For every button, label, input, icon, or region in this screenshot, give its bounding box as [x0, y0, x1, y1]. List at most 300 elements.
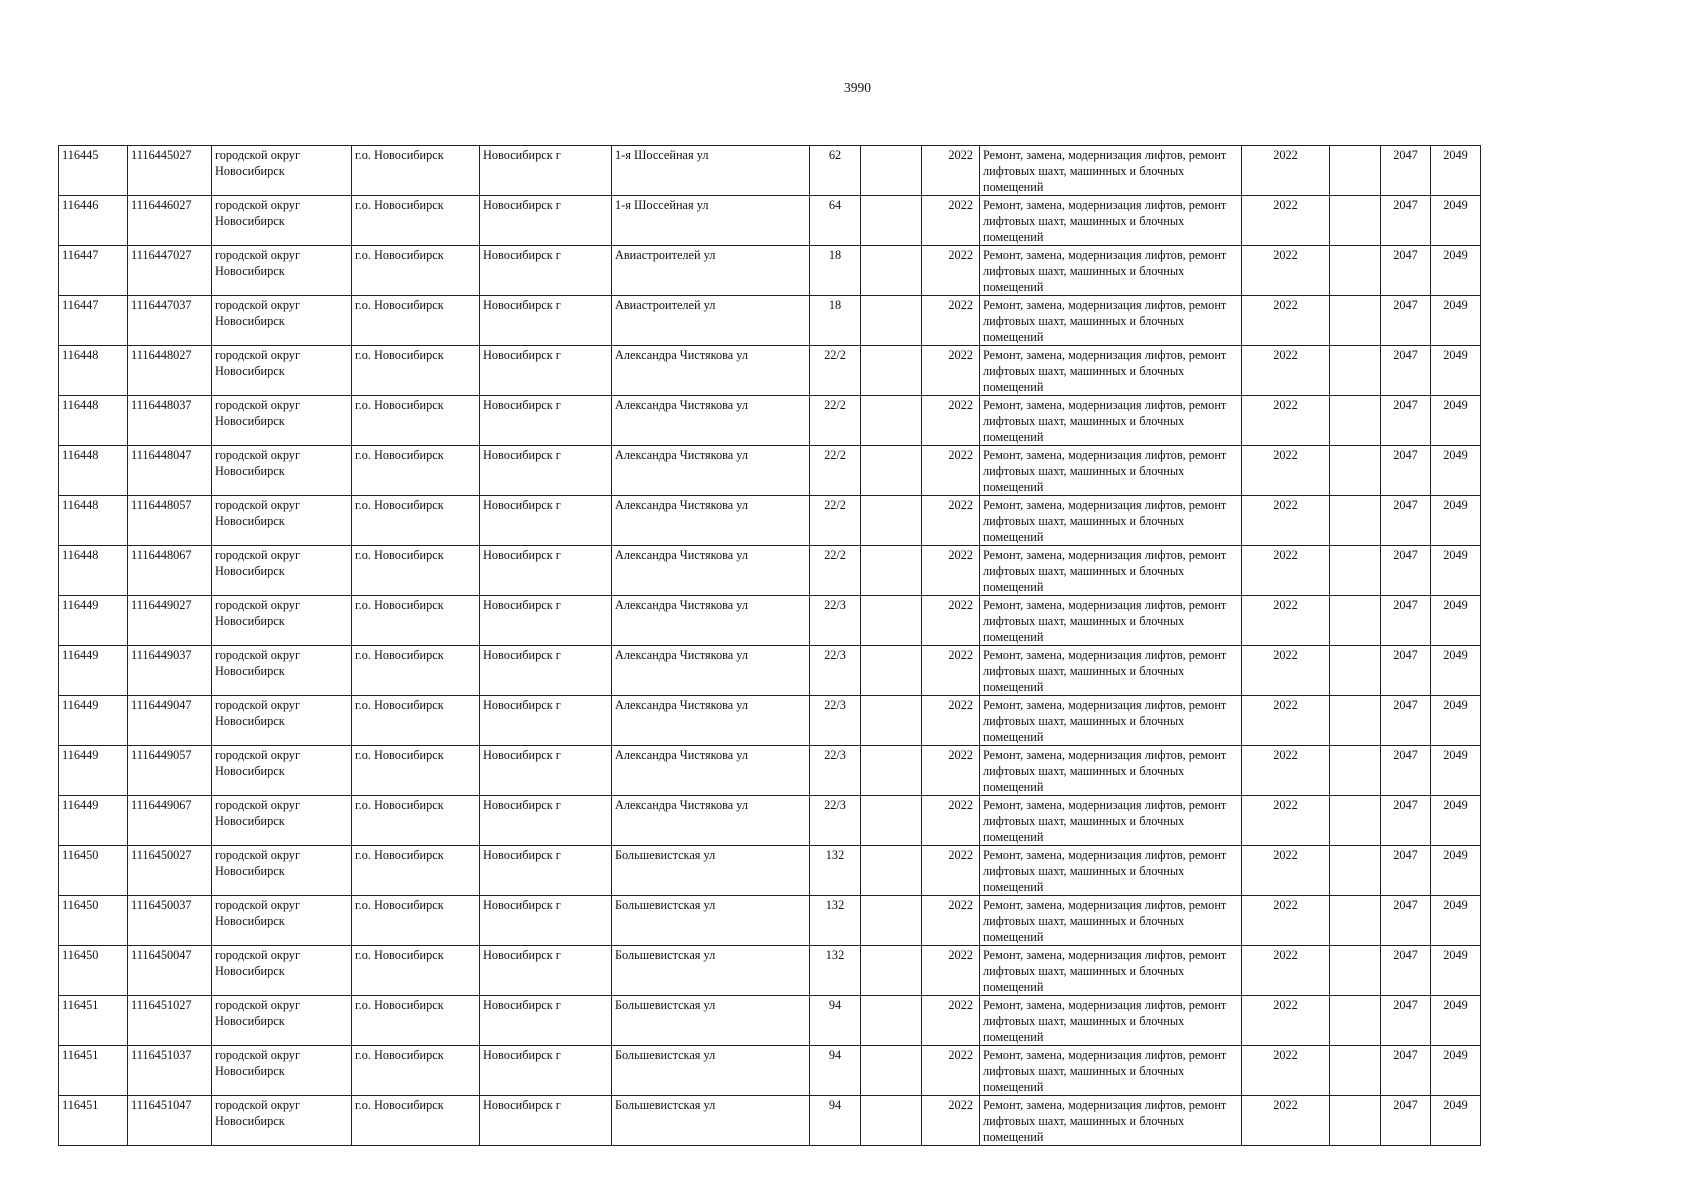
cell-year: 2022: [922, 1046, 980, 1096]
cell-work-type: Ремонт, замена, модернизация лифтов, ремонт лифтовых шахт, машинных и блочных помещений: [980, 1046, 1242, 1096]
cell-house-number: 22/3: [810, 696, 861, 746]
cell-year-to: 2049: [1431, 846, 1481, 896]
cell-locality: Новосибирск г: [480, 846, 612, 896]
repair-register-table: [58, 145, 1481, 1146]
cell-house-id: 116448: [59, 546, 128, 596]
cell-work-type: Ремонт, замена, модернизация лифтов, ремонт лифтовых шахт, машинных и блочных помещений: [980, 196, 1242, 246]
cell-year: 2022: [922, 496, 980, 546]
cell-year-from: 2047: [1381, 696, 1431, 746]
cell-locality: Новосибирск г: [480, 146, 612, 196]
cell-house-number: 22/3: [810, 646, 861, 696]
cell-house-number: 22/2: [810, 496, 861, 546]
cell-street: Александра Чистякова ул: [612, 746, 810, 796]
cell-municipality: городской округ Новосибирск: [212, 196, 352, 246]
cell-street: Большевистская ул: [612, 946, 810, 996]
cell-building: [861, 296, 922, 346]
cell-house-number: 22/3: [810, 796, 861, 846]
cell-locality: Новосибирск г: [480, 546, 612, 596]
cell-building: [861, 546, 922, 596]
cell-municipality-short: г.о. Новосибирск: [352, 896, 480, 946]
cell-work-type: Ремонт, замена, модернизация лифтов, ремонт лифтовых шахт, машинных и блочных помещений: [980, 296, 1242, 346]
cell-empty: [1330, 696, 1381, 746]
cell-municipality: городской округ Новосибирск: [212, 1046, 352, 1096]
cell-plan-year: 2022: [1242, 846, 1330, 896]
cell-locality: Новосибирск г: [480, 646, 612, 696]
cell-municipality-short: г.о. Новосибирск: [352, 346, 480, 396]
cell-plan-year: 2022: [1242, 496, 1330, 546]
cell-municipality: городской округ Новосибирск: [212, 346, 352, 396]
cell-plan-year: 2022: [1242, 946, 1330, 996]
cell-empty: [1330, 646, 1381, 696]
cell-empty: [1330, 196, 1381, 246]
cell-year-to: 2049: [1431, 1046, 1481, 1096]
cell-plan-year: 2022: [1242, 596, 1330, 646]
cell-empty: [1330, 1046, 1381, 1096]
cell-house-number: 18: [810, 246, 861, 296]
page-number: 3990: [844, 80, 871, 95]
cell-municipality-short: г.о. Новосибирск: [352, 946, 480, 996]
cell-municipality-short: г.о. Новосибирск: [352, 246, 480, 296]
cell-plan-year: 2022: [1242, 746, 1330, 796]
cell-locality: Новосибирск г: [480, 596, 612, 646]
cell-record-id: 1116447037: [128, 296, 212, 346]
cell-year-to: 2049: [1431, 546, 1481, 596]
cell-building: [861, 896, 922, 946]
cell-work-type: Ремонт, замена, модернизация лифтов, ремонт лифтовых шахт, машинных и блочных помещений: [980, 896, 1242, 946]
cell-empty: [1330, 746, 1381, 796]
cell-house-number: 22/2: [810, 546, 861, 596]
cell-locality: Новосибирск г: [480, 246, 612, 296]
cell-year-from: 2047: [1381, 896, 1431, 946]
cell-locality: Новосибирск г: [480, 996, 612, 1046]
cell-year: 2022: [922, 196, 980, 246]
table-row: [59, 196, 1481, 246]
cell-street: Большевистская ул: [612, 1096, 810, 1146]
table-row: [59, 896, 1481, 946]
cell-municipality: городской округ Новосибирск: [212, 396, 352, 446]
cell-year-to: 2049: [1431, 146, 1481, 196]
cell-year-from: 2047: [1381, 446, 1431, 496]
cell-house-id: 116451: [59, 1096, 128, 1146]
cell-house-id: 116447: [59, 296, 128, 346]
cell-year-from: 2047: [1381, 746, 1431, 796]
cell-house-id: 116450: [59, 946, 128, 996]
cell-year-to: 2049: [1431, 996, 1481, 1046]
cell-street: Авиастроителей ул: [612, 246, 810, 296]
cell-record-id: 1116447027: [128, 246, 212, 296]
cell-empty: [1330, 296, 1381, 346]
cell-house-number: 22/3: [810, 746, 861, 796]
cell-year-from: 2047: [1381, 596, 1431, 646]
cell-plan-year: 2022: [1242, 996, 1330, 1046]
cell-house-number: 22/2: [810, 346, 861, 396]
cell-street: Александра Чистякова ул: [612, 546, 810, 596]
cell-year: 2022: [922, 596, 980, 646]
cell-building: [861, 646, 922, 696]
cell-record-id: 1116451027: [128, 996, 212, 1046]
cell-house-id: 116448: [59, 446, 128, 496]
cell-work-type: Ремонт, замена, модернизация лифтов, ремонт лифтовых шахт, машинных и блочных помещений: [980, 546, 1242, 596]
cell-municipality-short: г.о. Новосибирск: [352, 546, 480, 596]
cell-year: 2022: [922, 946, 980, 996]
table-row: [59, 646, 1481, 696]
cell-record-id: 1116449027: [128, 596, 212, 646]
cell-municipality: городской округ Новосибирск: [212, 696, 352, 746]
cell-building: [861, 346, 922, 396]
cell-municipality-short: г.о. Новосибирск: [352, 696, 480, 746]
cell-house-id: 116451: [59, 996, 128, 1046]
cell-year: 2022: [922, 396, 980, 446]
cell-building: [861, 246, 922, 296]
cell-record-id: 1116448057: [128, 496, 212, 546]
cell-municipality-short: г.о. Новосибирск: [352, 596, 480, 646]
cell-plan-year: 2022: [1242, 446, 1330, 496]
cell-year-from: 2047: [1381, 546, 1431, 596]
cell-house-number: 22/2: [810, 396, 861, 446]
cell-year-to: 2049: [1431, 296, 1481, 346]
cell-municipality: городской округ Новосибирск: [212, 1096, 352, 1146]
cell-building: [861, 496, 922, 546]
cell-municipality: городской округ Новосибирск: [212, 446, 352, 496]
table-row: [59, 346, 1481, 396]
table-body: [59, 146, 1481, 1146]
cell-municipality-short: г.о. Новосибирск: [352, 646, 480, 696]
cell-house-id: 116447: [59, 246, 128, 296]
cell-street: Александра Чистякова ул: [612, 346, 810, 396]
cell-plan-year: 2022: [1242, 1096, 1330, 1146]
cell-locality: Новосибирск г: [480, 346, 612, 396]
cell-municipality: городской округ Новосибирск: [212, 746, 352, 796]
cell-locality: Новосибирск г: [480, 296, 612, 346]
cell-municipality-short: г.о. Новосибирск: [352, 496, 480, 546]
cell-record-id: 1116446027: [128, 196, 212, 246]
cell-empty: [1330, 946, 1381, 996]
cell-record-id: 1116451037: [128, 1046, 212, 1096]
cell-municipality-short: г.о. Новосибирск: [352, 746, 480, 796]
cell-empty: [1330, 546, 1381, 596]
cell-year-to: 2049: [1431, 196, 1481, 246]
cell-house-id: 116450: [59, 846, 128, 896]
cell-municipality-short: г.о. Новосибирск: [352, 1046, 480, 1096]
cell-work-type: Ремонт, замена, модернизация лифтов, ремонт лифтовых шахт, машинных и блочных помещений: [980, 396, 1242, 446]
cell-year-to: 2049: [1431, 696, 1481, 746]
cell-year-to: 2049: [1431, 396, 1481, 446]
cell-year-from: 2047: [1381, 496, 1431, 546]
cell-municipality-short: г.о. Новосибирск: [352, 146, 480, 196]
cell-year: 2022: [922, 996, 980, 1046]
cell-year-to: 2049: [1431, 746, 1481, 796]
cell-record-id: 1116450047: [128, 946, 212, 996]
cell-plan-year: 2022: [1242, 346, 1330, 396]
cell-empty: [1330, 996, 1381, 1046]
cell-year-to: 2049: [1431, 796, 1481, 846]
cell-record-id: 1116449047: [128, 696, 212, 746]
cell-year-to: 2049: [1431, 946, 1481, 996]
cell-plan-year: 2022: [1242, 246, 1330, 296]
cell-work-type: Ремонт, замена, модернизация лифтов, ремонт лифтовых шахт, машинных и блочных помещений: [980, 746, 1242, 796]
cell-year-from: 2047: [1381, 396, 1431, 446]
cell-record-id: 1116445027: [128, 146, 212, 196]
cell-year-to: 2049: [1431, 896, 1481, 946]
cell-locality: Новосибирск г: [480, 896, 612, 946]
cell-year-from: 2047: [1381, 246, 1431, 296]
cell-work-type: Ремонт, замена, модернизация лифтов, ремонт лифтовых шахт, машинных и блочных помещений: [980, 846, 1242, 896]
cell-building: [861, 846, 922, 896]
cell-year: 2022: [922, 1096, 980, 1146]
cell-house-id: 116449: [59, 696, 128, 746]
cell-street: Александра Чистякова ул: [612, 596, 810, 646]
cell-locality: Новосибирск г: [480, 946, 612, 996]
cell-municipality-short: г.о. Новосибирск: [352, 996, 480, 1046]
cell-year: 2022: [922, 246, 980, 296]
cell-year: 2022: [922, 846, 980, 896]
cell-municipality: городской округ Новосибирск: [212, 996, 352, 1046]
cell-house-number: 94: [810, 996, 861, 1046]
cell-record-id: 1116448067: [128, 546, 212, 596]
cell-year-from: 2047: [1381, 146, 1431, 196]
cell-house-id: 116446: [59, 196, 128, 246]
cell-year-from: 2047: [1381, 796, 1431, 846]
cell-municipality-short: г.о. Новосибирск: [352, 846, 480, 896]
cell-street: Большевистская ул: [612, 846, 810, 896]
cell-record-id: 1116448027: [128, 346, 212, 396]
cell-year-to: 2049: [1431, 496, 1481, 546]
cell-year-from: 2047: [1381, 1096, 1431, 1146]
table-row: [59, 396, 1481, 446]
cell-municipality: городской округ Новосибирск: [212, 896, 352, 946]
cell-year: 2022: [922, 646, 980, 696]
cell-empty: [1330, 146, 1381, 196]
cell-street: Александра Чистякова ул: [612, 396, 810, 446]
cell-plan-year: 2022: [1242, 646, 1330, 696]
cell-locality: Новосибирск г: [480, 446, 612, 496]
cell-record-id: 1116451047: [128, 1096, 212, 1146]
cell-year: 2022: [922, 896, 980, 946]
table-row: [59, 496, 1481, 546]
cell-municipality-short: г.о. Новосибирск: [352, 1096, 480, 1146]
cell-house-number: 22/2: [810, 446, 861, 496]
cell-house-id: 116449: [59, 596, 128, 646]
table-row: [59, 996, 1481, 1046]
cell-work-type: Ремонт, замена, модернизация лифтов, ремонт лифтовых шахт, машинных и блочных помещений: [980, 646, 1242, 696]
cell-work-type: Ремонт, замена, модернизация лифтов, ремонт лифтовых шахт, машинных и блочных помещений: [980, 1096, 1242, 1146]
cell-municipality-short: г.о. Новосибирск: [352, 396, 480, 446]
cell-municipality: городской округ Новосибирск: [212, 296, 352, 346]
cell-year-to: 2049: [1431, 446, 1481, 496]
cell-building: [861, 946, 922, 996]
cell-work-type: Ремонт, замена, модернизация лифтов, ремонт лифтовых шахт, машинных и блочных помещений: [980, 696, 1242, 746]
cell-empty: [1330, 346, 1381, 396]
cell-municipality: городской округ Новосибирск: [212, 146, 352, 196]
cell-municipality: городской округ Новосибирск: [212, 946, 352, 996]
cell-house-number: 22/3: [810, 596, 861, 646]
cell-locality: Новосибирск г: [480, 1096, 612, 1146]
cell-municipality: городской округ Новосибирск: [212, 246, 352, 296]
cell-house-id: 116449: [59, 796, 128, 846]
cell-year-to: 2049: [1431, 246, 1481, 296]
cell-street: Александра Чистякова ул: [612, 696, 810, 746]
cell-year: 2022: [922, 146, 980, 196]
cell-work-type: Ремонт, замена, модернизация лифтов, ремонт лифтовых шахт, машинных и блочных помещений: [980, 996, 1242, 1046]
cell-building: [861, 1046, 922, 1096]
cell-house-id: 116450: [59, 896, 128, 946]
cell-year-from: 2047: [1381, 996, 1431, 1046]
cell-empty: [1330, 796, 1381, 846]
table-row: [59, 796, 1481, 846]
cell-building: [861, 996, 922, 1046]
cell-house-number: 64: [810, 196, 861, 246]
cell-municipality: городской округ Новосибирск: [212, 796, 352, 846]
cell-street: Большевистская ул: [612, 896, 810, 946]
cell-work-type: Ремонт, замена, модернизация лифтов, ремонт лифтовых шахт, машинных и блочных помещений: [980, 446, 1242, 496]
cell-year-from: 2047: [1381, 346, 1431, 396]
cell-building: [861, 1096, 922, 1146]
cell-house-id: 116448: [59, 396, 128, 446]
cell-plan-year: 2022: [1242, 1046, 1330, 1096]
cell-street: 1-я Шоссейная ул: [612, 146, 810, 196]
cell-year-to: 2049: [1431, 346, 1481, 396]
cell-street: Александра Чистякова ул: [612, 796, 810, 846]
cell-street: Александра Чистякова ул: [612, 446, 810, 496]
cell-year: 2022: [922, 796, 980, 846]
cell-building: [861, 796, 922, 846]
cell-house-id: 116449: [59, 646, 128, 696]
cell-record-id: 1116450027: [128, 846, 212, 896]
cell-municipality-short: г.о. Новосибирск: [352, 446, 480, 496]
cell-record-id: 1116449037: [128, 646, 212, 696]
cell-locality: Новосибирск г: [480, 1046, 612, 1096]
cell-municipality: городской округ Новосибирск: [212, 846, 352, 896]
cell-plan-year: 2022: [1242, 396, 1330, 446]
cell-street: Авиастроителей ул: [612, 296, 810, 346]
cell-work-type: Ремонт, замена, модернизация лифтов, ремонт лифтовых шахт, машинных и блочных помещений: [980, 796, 1242, 846]
cell-locality: Новосибирск г: [480, 396, 612, 446]
cell-empty: [1330, 246, 1381, 296]
table-row: [59, 1096, 1481, 1146]
cell-year: 2022: [922, 346, 980, 396]
cell-building: [861, 196, 922, 246]
cell-building: [861, 746, 922, 796]
cell-work-type: Ремонт, замена, модернизация лифтов, ремонт лифтовых шахт, машинных и блочных помещений: [980, 146, 1242, 196]
cell-locality: Новосибирск г: [480, 496, 612, 546]
cell-street: Большевистская ул: [612, 996, 810, 1046]
cell-plan-year: 2022: [1242, 196, 1330, 246]
table-row: [59, 296, 1481, 346]
cell-building: [861, 396, 922, 446]
cell-municipality: городской округ Новосибирск: [212, 546, 352, 596]
cell-house-number: 94: [810, 1096, 861, 1146]
cell-record-id: 1116448037: [128, 396, 212, 446]
cell-plan-year: 2022: [1242, 546, 1330, 596]
cell-year: 2022: [922, 446, 980, 496]
cell-empty: [1330, 846, 1381, 896]
cell-work-type: Ремонт, замена, модернизация лифтов, ремонт лифтовых шахт, машинных и блочных помещений: [980, 596, 1242, 646]
cell-work-type: Ремонт, замена, модернизация лифтов, ремонт лифтовых шахт, машинных и блочных помещений: [980, 946, 1242, 996]
table-row: [59, 246, 1481, 296]
cell-work-type: Ремонт, замена, модернизация лифтов, ремонт лифтовых шахт, машинных и блочных помещений: [980, 346, 1242, 396]
cell-plan-year: 2022: [1242, 796, 1330, 846]
cell-empty: [1330, 896, 1381, 946]
cell-record-id: 1116449067: [128, 796, 212, 846]
cell-street: Александра Чистякова ул: [612, 496, 810, 546]
table-row: [59, 546, 1481, 596]
table-row: [59, 846, 1481, 896]
cell-street: 1-я Шоссейная ул: [612, 196, 810, 246]
table-row: [59, 146, 1481, 196]
cell-year-from: 2047: [1381, 946, 1431, 996]
cell-house-id: 116451: [59, 1046, 128, 1096]
cell-year-to: 2049: [1431, 1096, 1481, 1146]
cell-house-id: 116445: [59, 146, 128, 196]
cell-year-from: 2047: [1381, 296, 1431, 346]
cell-year-to: 2049: [1431, 646, 1481, 696]
cell-house-number: 18: [810, 296, 861, 346]
cell-house-id: 116448: [59, 346, 128, 396]
cell-empty: [1330, 496, 1381, 546]
cell-empty: [1330, 596, 1381, 646]
cell-empty: [1330, 396, 1381, 446]
cell-house-number: 132: [810, 846, 861, 896]
table-row: [59, 696, 1481, 746]
cell-house-number: 132: [810, 946, 861, 996]
cell-building: [861, 446, 922, 496]
cell-municipality: городской округ Новосибирск: [212, 596, 352, 646]
cell-locality: Новосибирск г: [480, 696, 612, 746]
cell-house-id: 116449: [59, 746, 128, 796]
cell-street: Александра Чистякова ул: [612, 646, 810, 696]
cell-year-from: 2047: [1381, 846, 1431, 896]
cell-house-number: 132: [810, 896, 861, 946]
cell-locality: Новосибирск г: [480, 746, 612, 796]
cell-plan-year: 2022: [1242, 146, 1330, 196]
cell-municipality: городской округ Новосибирск: [212, 646, 352, 696]
cell-work-type: Ремонт, замена, модернизация лифтов, ремонт лифтовых шахт, машинных и блочных помещений: [980, 246, 1242, 296]
cell-locality: Новосибирск г: [480, 196, 612, 246]
cell-year: 2022: [922, 696, 980, 746]
table-row: [59, 446, 1481, 496]
table-row: [59, 1046, 1481, 1096]
cell-year-from: 2047: [1381, 196, 1431, 246]
cell-locality: Новосибирск г: [480, 796, 612, 846]
cell-empty: [1330, 446, 1381, 496]
cell-municipality: городской округ Новосибирск: [212, 496, 352, 546]
cell-record-id: 1116449057: [128, 746, 212, 796]
table-row: [59, 746, 1481, 796]
cell-plan-year: 2022: [1242, 696, 1330, 746]
cell-year-to: 2049: [1431, 596, 1481, 646]
cell-municipality-short: г.о. Новосибирск: [352, 796, 480, 846]
cell-year: 2022: [922, 546, 980, 596]
cell-house-number: 62: [810, 146, 861, 196]
cell-year: 2022: [922, 746, 980, 796]
cell-municipality-short: г.о. Новосибирск: [352, 296, 480, 346]
cell-work-type: Ремонт, замена, модернизация лифтов, ремонт лифтовых шахт, машинных и блочных помещений: [980, 496, 1242, 546]
cell-house-id: 116448: [59, 496, 128, 546]
cell-year-from: 2047: [1381, 646, 1431, 696]
cell-year-from: 2047: [1381, 1046, 1431, 1096]
table-row: [59, 946, 1481, 996]
cell-building: [861, 146, 922, 196]
cell-house-number: 94: [810, 1046, 861, 1096]
table-row: [59, 596, 1481, 646]
cell-year: 2022: [922, 296, 980, 346]
cell-empty: [1330, 1096, 1381, 1146]
cell-record-id: 1116450037: [128, 896, 212, 946]
cell-plan-year: 2022: [1242, 896, 1330, 946]
cell-street: Большевистская ул: [612, 1046, 810, 1096]
cell-record-id: 1116448047: [128, 446, 212, 496]
cell-plan-year: 2022: [1242, 296, 1330, 346]
